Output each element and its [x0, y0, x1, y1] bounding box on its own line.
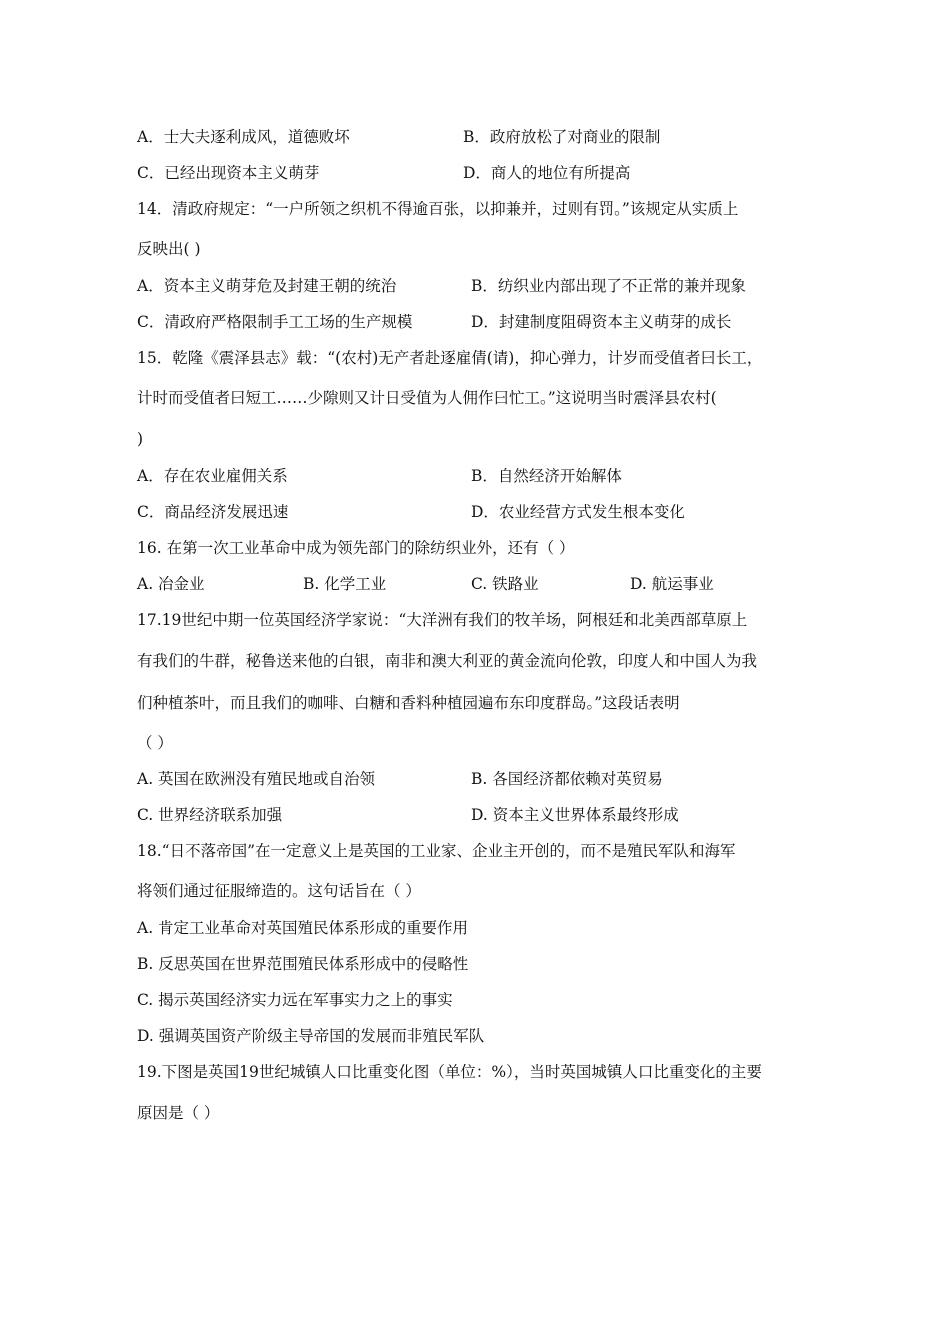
q19-stem-line-2: 原因是（ ）: [137, 1104, 220, 1122]
q17-stem-line-4: （ ）: [137, 734, 173, 752]
q16-option-a: A. 冶金业: [137, 575, 205, 593]
q17-option-c: C. 世界经济联系加强: [137, 806, 283, 824]
q18-option-d: D. 强调英国资产阶级主导帝国的发展而非殖民军队: [137, 1027, 485, 1045]
q15-option-a: A．存在农业雇佣关系: [137, 467, 288, 485]
q15-stem-line-2: 计时而受值者曰短工……少隙则又计日受值为人佣作曰忙工。”这说明当时震泽县农村(: [137, 389, 717, 407]
q18-stem-line-1: 18.“日不落帝国”在一定意义上是英国的工业家、企业主开创的，而不是殖民军队和海军: [137, 842, 736, 860]
q17-stem-line-2: 有我们的牛群，秘鲁送来他的白银，南非和澳大利亚的黄金流向伦敦，印度人和中国人为我: [137, 652, 758, 670]
q18-option-c: C. 揭示英国经济实力远在军事实力之上的事实: [137, 991, 453, 1009]
q13-option-c: C．已经出现资本主义萌芽: [137, 164, 320, 182]
q19-stem-line-1: 19.下图是英国19世纪城镇人口比重变化图（单位：%），当时英国城镇人口比重变化的主要: [137, 1063, 762, 1081]
q13-option-d: D．商人的地位有所提高: [463, 164, 631, 182]
q14-option-b: B．纺织业内部出现了不正常的兼并现象: [471, 277, 746, 295]
q17-stem-line-1: 17.19世纪中期一位英国经济学家说：“大洋洲有我们的牧羊场，阿根廷和北美西部草原上: [137, 611, 748, 629]
q17-option-b: B. 各国经济都依赖对英贸易: [471, 770, 663, 788]
q13-option-b: B．政府放松了对商业的限制: [463, 128, 661, 146]
q17-option-d: D. 资本主义世界体系最终形成: [471, 806, 679, 824]
q15-option-d: D．农业经营方式发生根本变化: [471, 503, 685, 521]
q17-stem-line-3: 们种植茶叶，而且我们的咖啡、白糖和香料种植园遍布东印度群岛。”这段话表明: [137, 694, 680, 712]
q14-stem-line-2: 反映出( ): [137, 240, 201, 258]
q16-option-c: C. 铁路业: [471, 575, 539, 593]
q15-stem-line-3: ): [137, 430, 144, 448]
q16-option-d: D. 航运事业: [630, 575, 714, 593]
q18-stem-line-2: 将领们通过征服缔造的。这句话旨在（ ）: [137, 882, 421, 900]
q16-option-b: B. 化学工业: [303, 575, 387, 593]
q14-option-c: C．清政府严格限制手工工场的生产规模: [137, 313, 413, 331]
q17-option-a: A. 英国在欧洲没有殖民地或自治领: [137, 770, 376, 788]
q14-option-a: A．资本主义萌芽危及封建王朝的统治: [137, 277, 397, 295]
q15-option-b: B．自然经济开始解体: [471, 467, 622, 485]
q18-option-a: A. 肯定工业革命对英国殖民体系形成的重要作用: [137, 919, 469, 937]
q16-stem-line-1: 16. 在第一次工业革命中成为领先部门的除纺织业外，还有（ ）: [137, 539, 575, 557]
q15-option-c: C．商品经济发展迅速: [137, 503, 289, 521]
q18-option-b: B. 反思英国在世界范围殖民体系形成中的侵略性: [137, 955, 469, 973]
q15-stem-line-1: 15．乾隆《震泽县志》载：“(农村)无产者赴逐雇倩(请)，抑心弹力，计岁而受值者曰长工，: [137, 349, 763, 367]
q14-stem-line-1: 14．清政府规定：“一户所领之织机不得逾百张，以抑兼并，过则有罚。”该规定从实质上: [137, 200, 739, 218]
q13-option-a: A．士大夫逐利成风，道德败坏: [137, 128, 350, 146]
q14-option-d: D．封建制度阻碍资本主义萌芽的成长: [471, 313, 732, 331]
